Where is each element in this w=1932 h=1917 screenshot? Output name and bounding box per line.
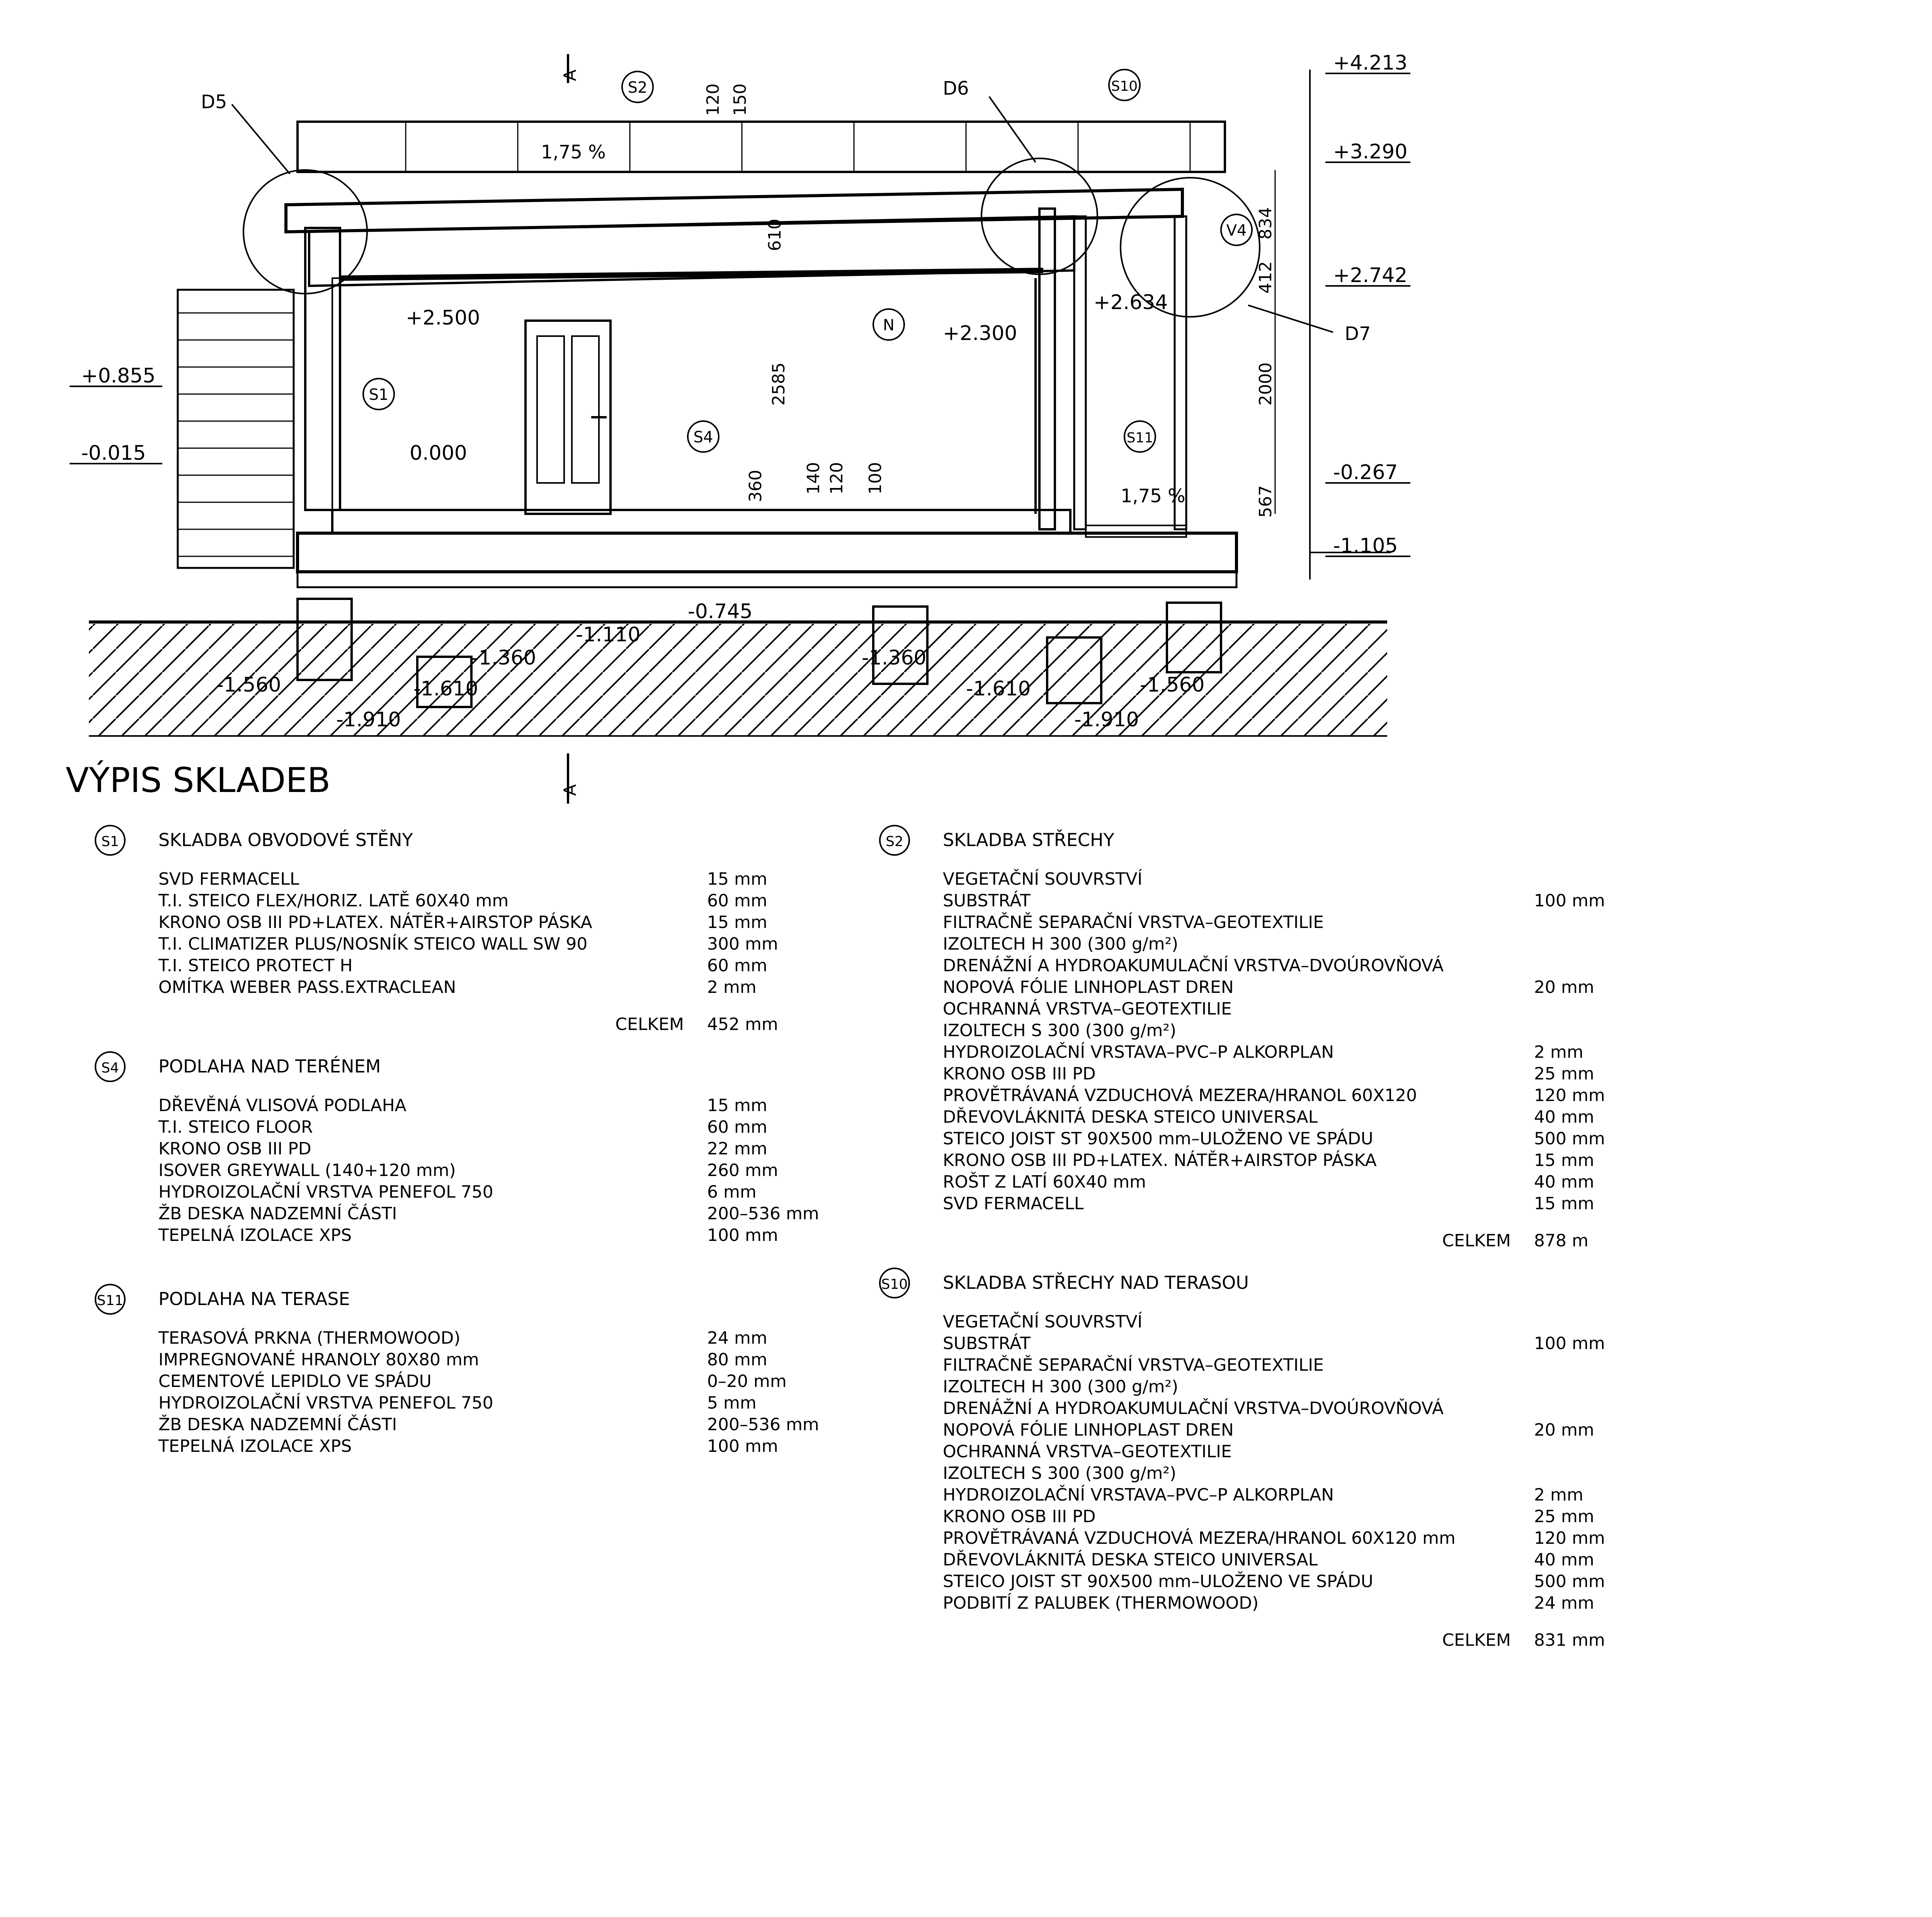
layer-name: HYDROIZOLAČNÍ VRSTAVA–PVC–P ALKORPLAN	[943, 1042, 1334, 1062]
level-label: -1.110	[576, 623, 641, 646]
layer-thickness: 22 mm	[707, 1139, 767, 1159]
level-label: -1.360	[862, 646, 927, 670]
layer-thickness: 500 mm	[1534, 1129, 1605, 1149]
composition-block	[95, 1052, 819, 1245]
composition-id: S10	[881, 1276, 908, 1292]
layer-name: SVD FERMACELL	[158, 869, 299, 889]
svg-text:S2: S2	[628, 79, 648, 97]
layer-name: NOPOVÁ FÓLIE LINHOPLAST DREN	[943, 1420, 1234, 1440]
svg-text:S10: S10	[1111, 78, 1138, 94]
layer-thickness: 200–536 mm	[707, 1415, 819, 1434]
layer-name: VEGETAČNÍ SOUVRSTVÍ	[943, 869, 1143, 889]
dimension-label: 412	[1256, 261, 1276, 294]
dimension-label: 2000	[1256, 362, 1276, 406]
level-label: +2.300	[943, 322, 1017, 345]
dimension-label: 2585	[769, 362, 789, 406]
layer-name: VEGETAČNÍ SOUVRSTVÍ	[943, 1312, 1143, 1332]
layer-name: ISOVER GREYWALL (140+120 mm)	[158, 1161, 456, 1180]
layer-thickness: 5 mm	[707, 1393, 757, 1413]
layer-name: T.I. STEICO FLEX/HORIZ. LATĚ 60X40 mm	[158, 891, 509, 911]
dimension-label: 834	[1256, 207, 1276, 240]
exterior-wall-s1	[305, 228, 340, 510]
marker-s11	[1124, 421, 1155, 452]
detail-label-d7: D7	[1345, 323, 1371, 345]
layer-thickness: 0–20 mm	[707, 1371, 787, 1391]
detail-label-d5: D5	[201, 91, 227, 113]
layer-thickness: 100 mm	[1534, 891, 1605, 911]
layer-name: KRONO OSB III PD+LATEX. NÁTĚR+AIRSTOP PÁSKA	[943, 1151, 1377, 1170]
layer-name: TEPELNÁ IZOLACE XPS	[158, 1225, 352, 1245]
railing	[178, 290, 294, 568]
layer-name: KRONO OSB III PD+LATEX. NÁTĚR+AIRSTOP PÁSKA	[158, 913, 592, 932]
composition-id: S2	[886, 834, 903, 850]
svg-text:S11: S11	[1126, 430, 1153, 446]
layer-thickness: 20 mm	[1534, 977, 1594, 997]
level-label: +3.290	[1333, 140, 1408, 163]
layer-thickness: 120 mm	[1534, 1528, 1605, 1548]
schedule-cut-mark: A	[560, 784, 580, 796]
level-label: -1.105	[1333, 534, 1398, 557]
layer-name: HYDROIZOLAČNÍ VRSTVA PENEFOL 750	[158, 1393, 493, 1413]
dimension-label: 610	[765, 219, 785, 251]
layer-name: ŽB DESKA NADZEMNÍ ČÁSTI	[158, 1415, 397, 1434]
layer-name: IZOLTECH S 300 (300 g/m²)	[943, 1463, 1177, 1483]
level-label: -1.560	[216, 673, 281, 697]
layer-thickness: 260 mm	[707, 1161, 778, 1180]
layer-thickness: 100 mm	[707, 1225, 778, 1245]
total-label: CELKEM	[1442, 1231, 1511, 1251]
composition-id: S1	[101, 834, 119, 850]
schedule-title: VÝPIS SKLADEB	[66, 760, 331, 800]
layer-thickness: 25 mm	[1534, 1507, 1594, 1526]
layer-name: ROŠT Z LATÍ 60X40 mm	[943, 1172, 1146, 1192]
level-label: +2.742	[1333, 264, 1408, 287]
composition-title: PODLAHA NA TERASE	[158, 1288, 350, 1309]
level-label: -1.910	[336, 708, 401, 731]
roof-slope-label: 1,75 %	[541, 141, 606, 163]
layer-name: FILTRAČNĚ SEPARAČNÍ VRSTVA–GEOTEXTILIE	[943, 913, 1324, 932]
level-label: +0.855	[81, 364, 156, 387]
layer-thickness: 2 mm	[707, 977, 757, 997]
layer-name: KRONO OSB III PD	[943, 1507, 1096, 1526]
dimension-label: 360	[746, 470, 765, 502]
layer-thickness: 80 mm	[707, 1350, 767, 1370]
layer-name: OCHRANNÁ VRSTVA–GEOTEXTILIE	[943, 999, 1232, 1019]
layer-thickness: 2 mm	[1534, 1042, 1583, 1062]
layer-name: IMPREGNOVANÉ HRANOLY 80X80 mm	[158, 1350, 479, 1370]
layer-name: TEPELNÁ IZOLACE XPS	[158, 1436, 352, 1456]
level-label: 0.000	[410, 442, 467, 465]
dimension-label: 120	[703, 83, 723, 116]
layer-thickness: 40 mm	[1534, 1172, 1594, 1192]
level-label: -1.360	[471, 646, 536, 670]
layer-name: PROVĚTRÁVANÁ VZDUCHOVÁ MEZERA/HRANOL 60X120 mm	[943, 1528, 1456, 1548]
layer-name: OCHRANNÁ VRSTVA–GEOTEXTILIE	[943, 1442, 1232, 1462]
composition-block	[880, 826, 1605, 1251]
layer-thickness: 15 mm	[707, 913, 767, 932]
layer-name: HYDROIZOLAČNÍ VRSTAVA–PVC–P ALKORPLAN	[943, 1485, 1334, 1505]
level-label: +2.634	[1094, 291, 1168, 314]
layer-name: STEICO JOIST ST 90X500 mm–ULOŽENO VE SPÁDU	[943, 1129, 1373, 1149]
layer-name: FILTRAČNĚ SEPARAČNÍ VRSTVA–GEOTEXTILIE	[943, 1355, 1324, 1375]
layer-name: IZOLTECH H 300 (300 g/m²)	[943, 934, 1179, 954]
layer-thickness: 25 mm	[1534, 1064, 1594, 1084]
layer-thickness: 20 mm	[1534, 1420, 1594, 1440]
layer-thickness: 60 mm	[707, 1117, 767, 1137]
layer-thickness: 100 mm	[707, 1436, 778, 1456]
level-label: -0.015	[81, 442, 146, 465]
level-label: -0.267	[1333, 461, 1398, 484]
level-label: -1.610	[413, 677, 478, 700]
marker-n	[873, 309, 904, 340]
interior-door	[526, 321, 611, 514]
layer-thickness: 120 mm	[1534, 1086, 1605, 1105]
layer-name: IZOLTECH H 300 (300 g/m²)	[943, 1377, 1179, 1397]
total-label: CELKEM	[615, 1015, 684, 1034]
layer-name: CEMENTOVÉ LEPIDLO VE SPÁDU	[158, 1371, 432, 1391]
dimension-label: 100	[866, 462, 885, 495]
level-label: -1.560	[1140, 673, 1205, 697]
marker-s10	[1109, 70, 1140, 100]
layer-name: T.I. CLIMATIZER PLUS/NOSNÍK STEICO WALL SW 90	[158, 934, 588, 954]
layer-thickness: 6 mm	[707, 1182, 757, 1202]
layer-thickness: 2 mm	[1534, 1485, 1583, 1505]
layer-name: STEICO JOIST ST 90X500 mm–ULOŽENO VE SPÁDU	[943, 1572, 1373, 1591]
section-cut-mark: A	[560, 69, 580, 81]
layer-name: SUBSTRÁT	[943, 1334, 1031, 1353]
svg-text:V4: V4	[1226, 222, 1247, 240]
layer-name: HYDROIZOLAČNÍ VRSTVA PENEFOL 750	[158, 1182, 493, 1202]
building-section-drawing	[70, 51, 1410, 804]
layer-thickness: 24 mm	[1534, 1593, 1594, 1613]
marker-s2	[622, 71, 653, 102]
level-label: -1.610	[966, 677, 1031, 700]
layer-thickness: 40 mm	[1534, 1550, 1594, 1570]
dimension-label: 567	[1256, 485, 1276, 518]
layer-thickness: 60 mm	[707, 956, 767, 975]
layer-name: KRONO OSB III PD	[943, 1064, 1096, 1084]
total-label: CELKEM	[1442, 1630, 1511, 1650]
layer-name: DRENÁŽNÍ A HYDROAKUMULAČNÍ VRSTVA–DVOÚROVŇOVÁ	[943, 1399, 1444, 1418]
layer-thickness: 60 mm	[707, 891, 767, 911]
svg-text:N: N	[883, 316, 895, 334]
level-label: -1.910	[1074, 708, 1139, 731]
layer-name: T.I. STEICO FLOOR	[158, 1117, 313, 1137]
layer-thickness: 15 mm	[707, 869, 767, 889]
composition-schedule	[66, 760, 1605, 1650]
marker-s4	[688, 421, 719, 452]
layer-name: NOPOVÁ FÓLIE LINHOPLAST DREN	[943, 977, 1234, 997]
layer-name: TERASOVÁ PRKNA (THERMOWOOD)	[158, 1328, 461, 1348]
composition-title: PODLAHA NAD TERÉNEM	[158, 1056, 381, 1077]
layer-name: IZOLTECH S 300 (300 g/m²)	[943, 1021, 1177, 1040]
layer-name: ŽB DESKA NADZEMNÍ ČÁSTI	[158, 1204, 397, 1224]
layer-thickness: 500 mm	[1534, 1572, 1605, 1591]
layer-thickness: 24 mm	[707, 1328, 767, 1348]
composition-block	[95, 1285, 819, 1456]
layer-name: DŘEVĚNÁ VLISOVÁ PODLAHA	[158, 1096, 406, 1115]
composition-block	[95, 826, 778, 1034]
layer-name: OMÍTKA WEBER PASS.EXTRACLEAN	[158, 977, 456, 997]
level-label: +2.500	[406, 306, 480, 330]
detail-label-d6: D6	[943, 78, 969, 99]
layer-thickness: 15 mm	[1534, 1151, 1594, 1170]
layer-name: PODBITÍ Z PALUBEK (THERMOWOOD)	[943, 1593, 1259, 1613]
layer-name: DŘEVOVLÁKNITÁ DESKA STEICO UNIVERSAL	[943, 1107, 1318, 1127]
marker-v4	[1221, 214, 1252, 245]
layer-name: DRENÁŽNÍ A HYDROAKUMULAČNÍ VRSTVA–DVOÚROVŇOVÁ	[943, 956, 1444, 975]
dimension-label: 120	[827, 462, 847, 495]
level-label: -0.745	[688, 600, 753, 623]
green-roof	[286, 122, 1225, 286]
composition-id: S4	[101, 1060, 119, 1076]
ground-floor-slab	[298, 510, 1236, 587]
level-label: +4.213	[1333, 51, 1408, 75]
marker-s1	[363, 379, 394, 410]
layer-name: T.I. STEICO PROTECT H	[158, 956, 353, 975]
schedule-blocks	[95, 826, 1605, 1650]
total-value: 831 mm	[1534, 1630, 1605, 1650]
layer-thickness: 100 mm	[1534, 1334, 1605, 1353]
dimension-label: 140	[804, 462, 823, 495]
layer-name: DŘEVOVLÁKNITÁ DESKA STEICO UNIVERSAL	[943, 1550, 1318, 1570]
terrace-slope-label: 1,75 %	[1121, 485, 1185, 507]
layer-thickness: 300 mm	[707, 934, 778, 954]
composition-block	[880, 1268, 1605, 1650]
layer-name: PROVĚTRÁVANÁ VZDUCHOVÁ MEZERA/HRANOL 60X120	[943, 1086, 1417, 1105]
svg-text:S4: S4	[693, 428, 713, 446]
layer-thickness: 15 mm	[707, 1096, 767, 1115]
layer-name: KRONO OSB III PD	[158, 1139, 311, 1159]
layer-thickness: 40 mm	[1534, 1107, 1594, 1127]
layer-thickness: 200–536 mm	[707, 1204, 819, 1224]
layer-thickness: 15 mm	[1534, 1194, 1594, 1213]
total-value: 452 mm	[707, 1015, 778, 1034]
layer-name: SUBSTRÁT	[943, 891, 1031, 911]
composition-title: SKLADBA OBVODOVÉ STĚNY	[158, 829, 413, 850]
composition-id: S11	[97, 1293, 124, 1309]
layer-name: SVD FERMACELL	[943, 1194, 1084, 1213]
svg-text:S1: S1	[369, 386, 389, 404]
composition-title: SKLADBA STŘECHY NAD TERASOU	[943, 1272, 1249, 1293]
composition-title: SKLADBA STŘECHY	[943, 829, 1114, 850]
dimension-label: 150	[730, 83, 750, 116]
total-value: 878 m	[1534, 1231, 1588, 1251]
